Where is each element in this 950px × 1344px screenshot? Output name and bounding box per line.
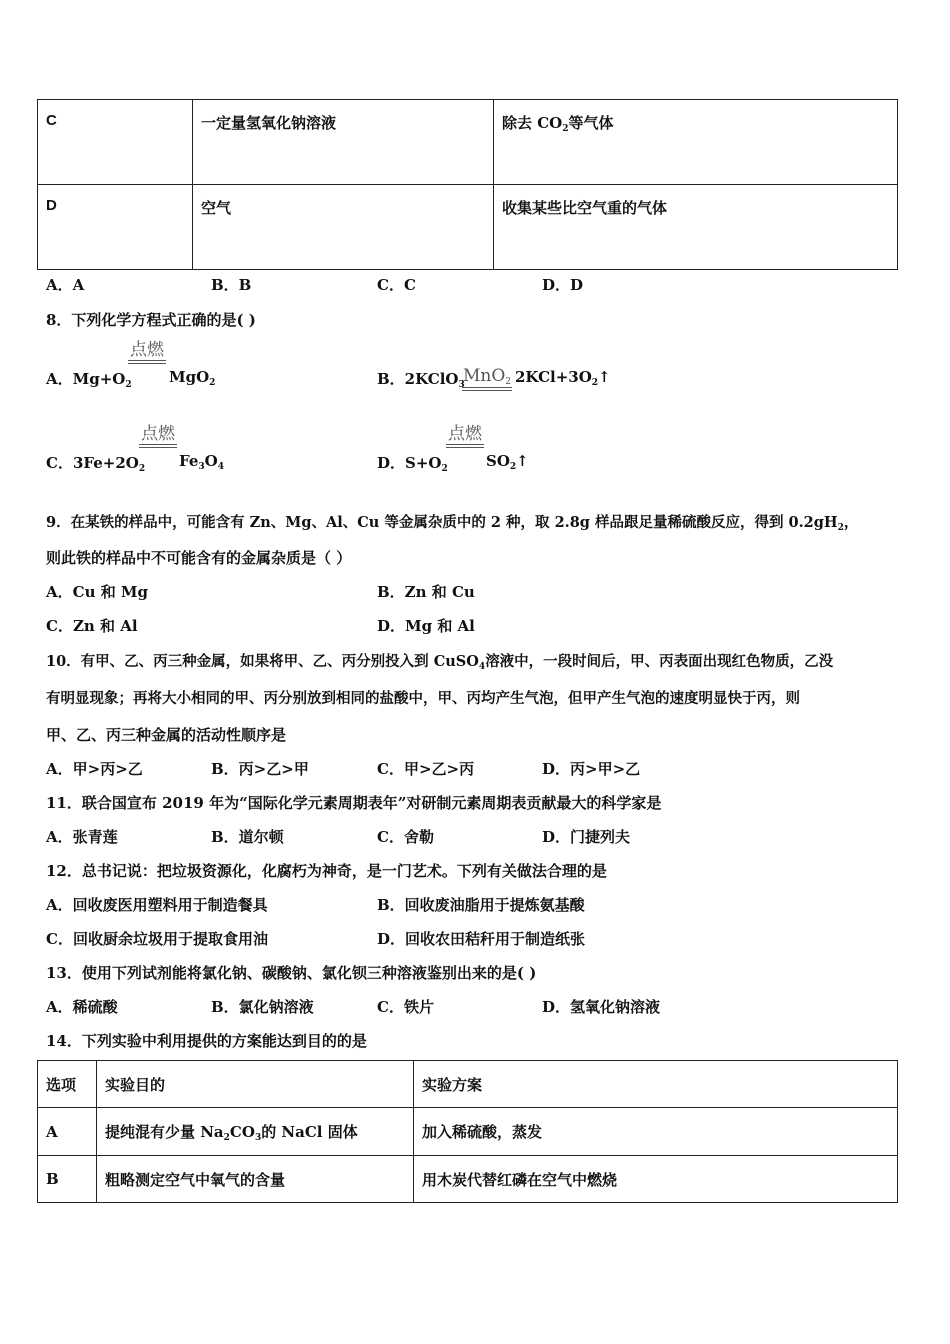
table-row — [38, 185, 898, 270]
purpose-cell — [494, 100, 898, 185]
choice-d: D．门捷列夫 — [542, 828, 631, 846]
subscript: 2 — [138, 464, 146, 474]
equation-text: A．Mg+O — [46, 370, 126, 388]
header-option: 选项 — [38, 1061, 97, 1108]
subscript: 2 — [223, 1133, 230, 1143]
equation-a-product — [169, 368, 215, 386]
table-row — [38, 1108, 898, 1156]
cell-text: 等气体 — [568, 114, 614, 132]
equation-a — [46, 368, 132, 389]
subscript: 2 — [441, 464, 448, 474]
choice-a: A．A — [46, 276, 85, 294]
condition-label: 点燃 — [448, 424, 482, 444]
reaction-condition — [139, 426, 177, 448]
plan-cell: 加入稀硫酸，蒸发 — [414, 1108, 898, 1156]
cell-text: 收集某些比空气重的气体 — [502, 199, 668, 217]
equation-b — [377, 368, 465, 389]
choice-c: C．铁片 — [377, 998, 434, 1016]
subscript: 4 — [478, 662, 486, 672]
reagent-cell — [193, 185, 494, 270]
question-10-stem — [46, 650, 833, 671]
question-9-stem-line2: 则此铁的样品中不可能含有的金属杂质是（ ） — [46, 549, 352, 567]
stem-text: 10．有甲、乙、丙三种金属，如果将甲、乙、丙分别投入到 CuSO — [46, 653, 479, 670]
table-row — [38, 1156, 898, 1203]
choice-b: B．氯化钠溶液 — [211, 998, 314, 1016]
choice-d: D．回收农田秸秆用于制造纸张 — [377, 930, 586, 948]
stem-text: 溶液中，一段时间后，甲、丙表面出现红色物质，乙没 — [485, 653, 834, 670]
choice-a: A．甲>丙>乙 — [46, 760, 143, 778]
condition-label: 点燃 — [141, 424, 175, 444]
subscript: 3 — [254, 1133, 262, 1143]
cell-text: 一定量氢氧化钠溶液 — [201, 114, 337, 132]
reagent-table — [37, 99, 898, 270]
cell-text: 除去 CO — [502, 114, 563, 132]
catalyst-label — [462, 368, 512, 385]
header-plan: 实验方案 — [414, 1061, 898, 1108]
reaction-catalyst — [462, 368, 512, 391]
option-cell — [38, 100, 193, 185]
reaction-condition — [446, 426, 484, 448]
choice-b: B．丙>乙>甲 — [211, 760, 309, 778]
choice-c: C．舍勒 — [377, 828, 434, 846]
option-cell: A — [38, 1108, 97, 1156]
purpose-cell — [494, 185, 898, 270]
equation-b-product — [515, 368, 611, 386]
equation-text: B．2KClO — [377, 370, 459, 388]
equation-text: D．S+O — [377, 454, 442, 472]
subscript: 4 — [217, 462, 224, 472]
catalyst-text: MnO — [462, 366, 506, 386]
choice-b: B．Zn 和 Cu — [377, 583, 475, 601]
goal-cell — [97, 1108, 414, 1156]
question-8-stem: 8．下列化学方程式正确的是( ) — [46, 311, 256, 329]
cell-text: 空气 — [201, 199, 232, 217]
question-11-stem: 11．联合国宣布 2019 年为“国际化学元素周期表年”对研制元素周期表贡献最大的科学家是 — [46, 794, 662, 812]
subscript: 3 — [458, 380, 465, 390]
subscript: 2 — [562, 124, 569, 134]
stem-text: 9．在某铁的样品中，可能含有 Zn、Mg、Al、Cu 等金属杂质中的 2 种，取 2.8g 样品跟足量稀硫酸反应，得到 0.2gH — [46, 514, 838, 531]
stem-text: ， — [843, 514, 859, 531]
choice-c: C．C — [377, 276, 416, 294]
choice-b: B．回收废油脂用于提炼氨基酸 — [377, 896, 585, 914]
equation-c-product — [179, 452, 224, 470]
gas-arrow: ↑ — [598, 368, 611, 386]
subscript: 3 — [198, 462, 205, 472]
equation-text: C．3Fe+2O — [46, 454, 139, 472]
option-cell — [38, 185, 193, 270]
equation-d-product — [486, 452, 529, 470]
reagent-cell — [193, 100, 494, 185]
header-goal: 实验目的 — [97, 1061, 414, 1108]
goal-cell: 粗略测定空气中氧气的含量 — [97, 1156, 414, 1203]
reaction-condition — [128, 342, 166, 364]
equals-sign — [446, 444, 484, 448]
choice-a: A．稀硫酸 — [46, 998, 118, 1016]
condition-label: 点燃 — [130, 340, 164, 360]
question-10-stem-line2: 有明显现象；再将大小相同的甲、丙分别放到相同的盐酸中，甲、丙均产生气泡，但甲产生气泡的速度明显快于丙，则 — [46, 690, 800, 707]
choice-c: C．Zn 和 Al — [46, 617, 138, 635]
choice-c: C．甲>乙>丙 — [377, 760, 475, 778]
question-12-stem: 12．总书记说：把垃圾资源化，化腐朽为神奇，是一门艺术。下列有关做法合理的是 — [46, 862, 607, 880]
table-header-row — [38, 1061, 898, 1108]
question-13-stem: 13．使用下列试剂能将氯化钠、碳酸钠、氯化钡三种溶液鉴别出来的是( ) — [46, 964, 537, 982]
choice-b: B．道尔顿 — [211, 828, 284, 846]
question-9-stem — [46, 511, 858, 532]
equation-text: SO — [486, 452, 510, 470]
cell-text: 提纯混有少量 Na — [105, 1123, 224, 1141]
subscript: 2 — [505, 377, 512, 387]
choice-d: D．氢氧化钠溶液 — [542, 998, 661, 1016]
equals-sign — [462, 387, 512, 391]
equation-text: O — [204, 452, 218, 470]
cell-text: CO — [229, 1123, 255, 1141]
choice-d: D．丙>甲>乙 — [542, 760, 641, 778]
question-10-stem-line3: 甲、乙、丙三种金属的活动性顺序是 — [46, 726, 287, 744]
equation-c — [46, 452, 145, 473]
equation-d — [377, 452, 448, 473]
choice-d: D．Mg 和 Al — [377, 617, 475, 635]
subscript: 2 — [509, 462, 517, 472]
choice-c: C．回收厨余垃圾用于提取食用油 — [46, 930, 268, 948]
subscript: 2 — [125, 380, 132, 390]
equals-sign — [128, 360, 166, 364]
equals-sign — [139, 444, 177, 448]
question-14-stem: 14．下列实验中利用提供的方案能达到目的的是 — [46, 1032, 367, 1050]
choice-b: B．B — [211, 276, 252, 294]
choice-d: D．D — [542, 276, 584, 294]
subscript: 2 — [209, 378, 216, 388]
gas-arrow: ↑ — [516, 452, 529, 470]
equation-text: MgO — [169, 368, 210, 386]
plan-cell: 用木炭代替红磷在空气中燃烧 — [414, 1156, 898, 1203]
equation-text: Fe — [179, 452, 199, 470]
option-cell: B — [38, 1156, 97, 1203]
equation-text: 2KCl+3O — [515, 368, 592, 386]
choice-a: A．Cu 和 Mg — [46, 583, 149, 601]
cell-text: 的 NaCl 固体 — [261, 1123, 358, 1141]
experiment-table — [37, 1060, 898, 1203]
choice-a: A．张青莲 — [46, 828, 118, 846]
subscript: 2 — [591, 378, 599, 388]
subscript: 2 — [837, 523, 844, 533]
choice-a: A．回收废医用塑料用于制造餐具 — [46, 896, 268, 914]
cell-text: D — [46, 197, 57, 214]
table-row — [38, 100, 898, 185]
cell-text: C — [46, 112, 57, 129]
